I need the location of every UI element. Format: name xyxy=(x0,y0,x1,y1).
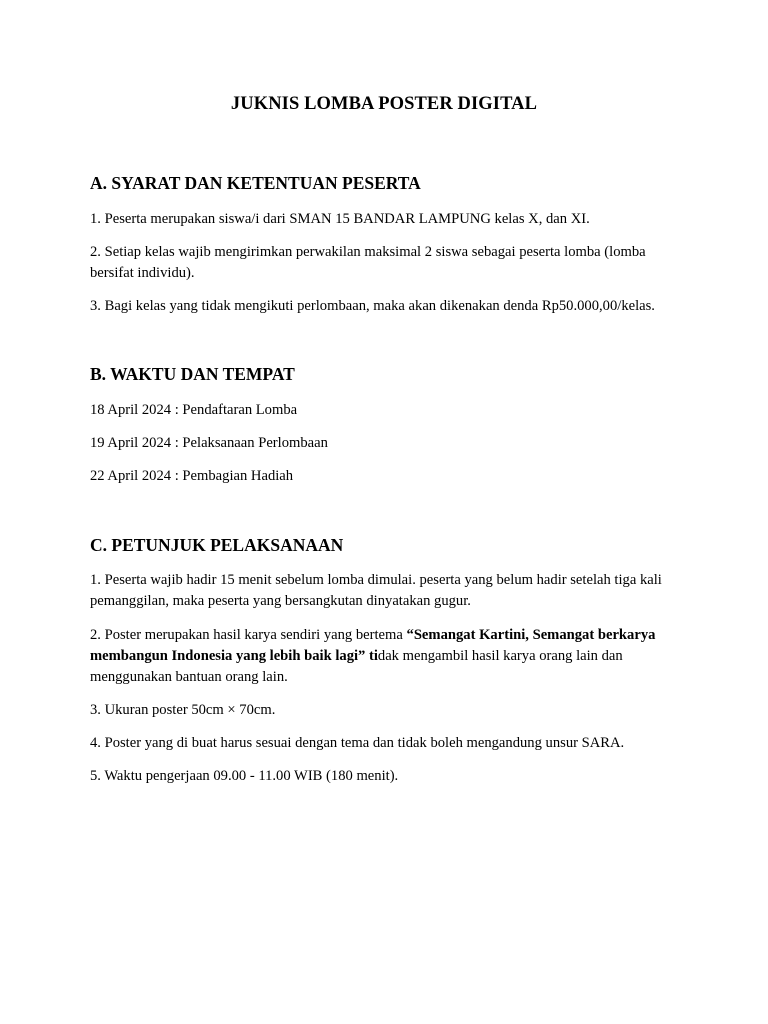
section-b-item-3: 22 April 2024 : Pembagian Hadiah xyxy=(90,468,294,484)
section-c-item-4: 4. Poster yang di buat harus sesuai dengan tema dan tidak boleh mengandung unsur SARA. xyxy=(90,735,625,751)
section-c-item-5: 5. Waktu pengerjaan 09.00 - 11.00 WIB (180 menit). xyxy=(90,768,399,784)
section-b-item-2: 19 April 2024 : Pelaksanaan Perlombaan xyxy=(90,435,328,451)
section-c-item-1: 1. Peserta wajib hadir 15 menit sebelum lomba dimulai. peserta yang belum hadir setelah tiga kali pemanggilan, maka peserta yang bersangkutan dinyatakan gugur. xyxy=(90,572,662,609)
section-a-item-1: 1. Peserta merupakan siswa/i dari SMAN 15 BANDAR LAMPUNG kelas X, dan XI. xyxy=(90,211,590,227)
section-c-item-2-theme: “Semangat Kartini, Semangat berkarya membangun Indonesia yang lebih baik lagi” ti xyxy=(90,627,656,664)
section-c-item-2 xyxy=(90,625,680,688)
section-c-item-2-rest: dak mengambil hasil karya orang lain dan menggunakan bantuan orang lain. xyxy=(90,648,623,685)
document-title: JUKNIS LOMBA POSTER DIGITAL xyxy=(230,94,538,114)
section-c-heading: C. PETUNJUK PELAKSANAAN xyxy=(90,535,344,555)
section-a-item-2: 2. Setiap kelas wajib mengirimkan perwakilan maksimal 2 siswa sebagai peserta lomba (lomba bersifat individu). xyxy=(90,244,646,281)
section-b-heading: B. WAKTU DAN TEMPAT xyxy=(90,364,295,384)
section-c-item-2-intro: 2. Poster merupakan hasil karya sendiri yang bertema xyxy=(90,627,407,643)
section-c-item-3: 3. Ukuran poster 50cm × 70cm. xyxy=(90,702,276,718)
section-a-heading: A. SYARAT DAN KETENTUAN PESERTA xyxy=(90,173,421,193)
section-a-item-3: 3. Bagi kelas yang tidak mengikuti perlombaan, maka akan dikenakan denda Rp50.000,00/kelas. xyxy=(90,298,655,314)
section-b-item-1: 18 April 2024 : Pendaftaran Lomba xyxy=(90,402,298,418)
